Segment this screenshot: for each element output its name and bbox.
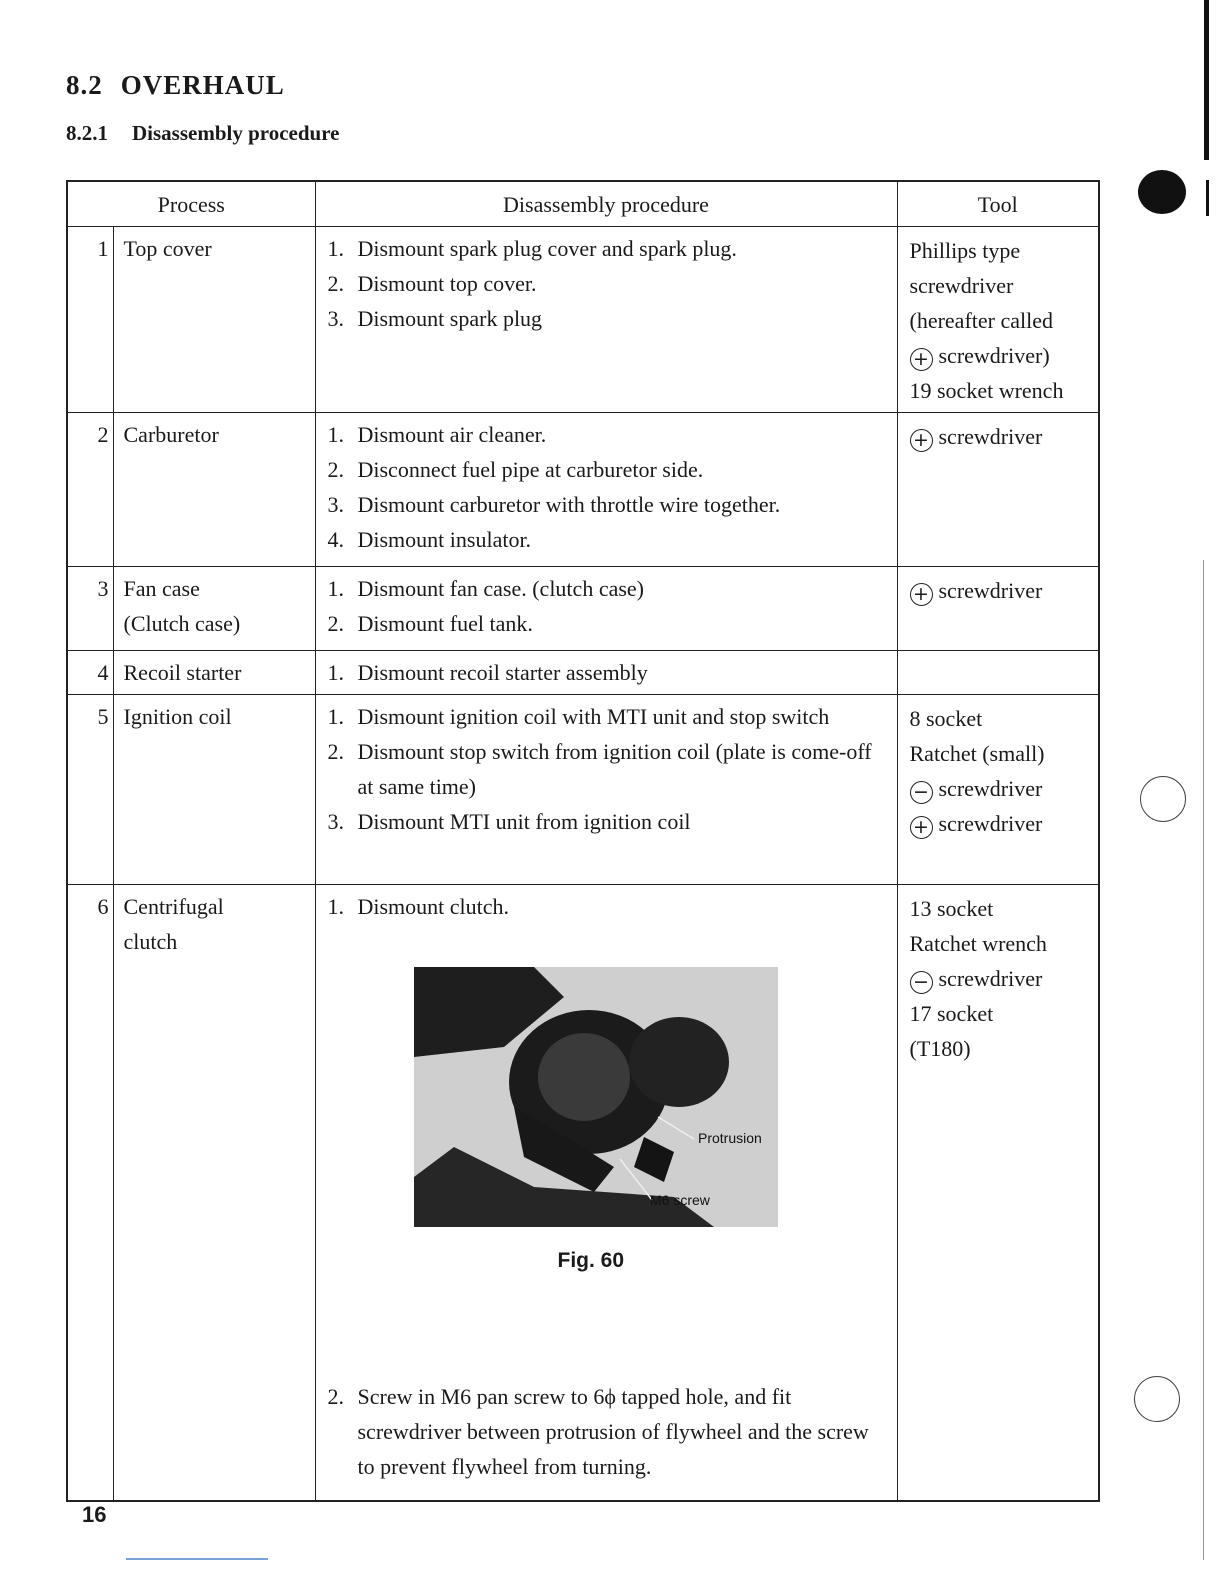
step-item xyxy=(328,522,887,557)
step-item xyxy=(328,452,887,487)
step-text: Disconnect fuel pipe at carburetor side. xyxy=(357,457,704,482)
step-number: 3. xyxy=(327,809,344,834)
step-item xyxy=(328,889,887,924)
step-item xyxy=(328,734,887,804)
procedure-cell xyxy=(315,413,897,567)
punch-hole-filled xyxy=(1138,170,1186,214)
tool-line xyxy=(910,268,1093,303)
process-cell xyxy=(113,885,315,1502)
procedure-cell xyxy=(315,651,897,695)
step-number: 1. xyxy=(327,576,344,601)
tool-text: (hereafter called xyxy=(909,308,1053,333)
punch-hole xyxy=(1140,776,1186,822)
table-row xyxy=(67,695,1099,885)
process-cell xyxy=(113,695,315,885)
step-text: Screw in M6 pan screw to 6ϕ tapped hole, and fit screwdriver between protrusion of flywheel and the screw to prevent flywheel from turning. xyxy=(357,1384,869,1479)
process-line: Top cover xyxy=(123,236,212,261)
tool-text: 17 socket xyxy=(909,1001,994,1026)
procedure-cell xyxy=(315,227,897,413)
tool-line xyxy=(910,736,1093,771)
clutch-photo-illustration xyxy=(414,967,778,1227)
header-procedure: Disassembly procedure xyxy=(315,181,897,227)
step-item xyxy=(328,417,887,452)
protrusion-label: Protrusion xyxy=(697,1130,762,1146)
tool-line xyxy=(910,303,1093,338)
tool-text: screwdriver xyxy=(938,966,1043,991)
step-number: 1. xyxy=(327,236,344,261)
phillips-symbol-icon: + xyxy=(910,429,933,452)
tool-text: 13 socket xyxy=(909,896,994,921)
step-text: Dismount recoil starter assembly xyxy=(357,660,648,685)
tool-text: screwdriver xyxy=(909,273,1014,298)
tool-text: screwdriver xyxy=(938,424,1043,449)
table-row xyxy=(67,885,1099,1502)
header-process: Process xyxy=(67,181,315,227)
procedure-cell xyxy=(315,885,897,1502)
step-list xyxy=(328,655,887,690)
step-number: 1. xyxy=(327,422,344,447)
process-cell xyxy=(113,227,315,413)
subsection-title: Disassembly procedure xyxy=(132,121,340,145)
step-number: 2. xyxy=(327,739,344,764)
row-number: 4 xyxy=(67,651,113,695)
tool-text: Ratchet wrench xyxy=(909,931,1047,956)
tool-line xyxy=(910,996,1093,1031)
step-text: Dismount fuel tank. xyxy=(357,611,533,636)
step-item xyxy=(328,606,887,641)
tool-line xyxy=(910,373,1093,408)
process-cell xyxy=(113,413,315,567)
step-text: Dismount clutch. xyxy=(357,894,510,919)
phillips-symbol-icon: + xyxy=(910,816,933,839)
section-heading xyxy=(66,70,285,101)
process-line: (Clutch case) xyxy=(123,611,241,636)
section-number: 8.2 xyxy=(66,70,103,100)
row-number: 6 xyxy=(67,885,113,1502)
process-line: Recoil starter xyxy=(123,660,242,685)
tool-text: screwdriver) xyxy=(938,343,1050,368)
tool-cell xyxy=(897,885,1099,1502)
tool-line xyxy=(910,961,1093,996)
process-line: clutch xyxy=(123,929,178,954)
phillips-symbol-icon: + xyxy=(910,348,933,371)
tool-line xyxy=(910,891,1093,926)
process-line: Centrifugal xyxy=(123,894,224,919)
flat-symbol-icon: − xyxy=(910,781,933,804)
step-item xyxy=(328,699,887,734)
table-row xyxy=(67,227,1099,413)
process-cell xyxy=(113,651,315,695)
process-line: Carburetor xyxy=(123,422,219,447)
binder-edge-bar-lower xyxy=(1206,180,1209,216)
step-text: Dismount top cover. xyxy=(357,271,537,296)
step-list xyxy=(328,889,887,924)
step-text: Dismount spark plug xyxy=(357,306,543,331)
step-item xyxy=(328,571,887,606)
tool-line xyxy=(910,806,1093,841)
step-number: 1. xyxy=(327,894,344,919)
table-row xyxy=(67,651,1099,695)
figure-60-photo xyxy=(414,967,778,1227)
step-item xyxy=(328,301,887,336)
step-number: 1. xyxy=(327,704,344,729)
m6-screw-label: M6 screw xyxy=(649,1192,710,1208)
phillips-symbol-icon: + xyxy=(910,583,933,606)
tool-text: screwdriver xyxy=(938,811,1043,836)
step-text: Dismount spark plug cover and spark plug. xyxy=(357,236,737,261)
page-number: 16 xyxy=(82,1502,107,1527)
step-text: Dismount air cleaner. xyxy=(357,422,547,447)
tool-line xyxy=(910,233,1093,268)
subsection-number: 8.2.1 xyxy=(66,121,108,145)
row-number: 5 xyxy=(67,695,113,885)
tool-line xyxy=(910,701,1093,736)
tool-text: Phillips type xyxy=(909,238,1021,263)
step-text: Dismount MTI unit from ignition coil xyxy=(357,809,691,834)
step-number: 2. xyxy=(327,457,344,482)
step-item xyxy=(328,804,887,839)
step-number: 2. xyxy=(327,1384,344,1409)
step-text: Dismount fan case. (clutch case) xyxy=(357,576,644,601)
tool-line xyxy=(910,926,1093,961)
page-edge-line xyxy=(1203,560,1204,1560)
step-item xyxy=(328,655,887,690)
tool-cell xyxy=(897,227,1099,413)
disassembly-table xyxy=(66,180,1100,1502)
tool-line xyxy=(910,419,1093,454)
process-line: Ignition coil xyxy=(123,704,232,729)
subsection-heading xyxy=(66,121,339,146)
step-text: Dismount insulator. xyxy=(357,527,532,552)
punch-hole xyxy=(1134,1376,1180,1422)
header-tool: Tool xyxy=(897,181,1099,227)
tool-cell xyxy=(897,651,1099,695)
row-number: 1 xyxy=(67,227,113,413)
step-text: Dismount carburetor with throttle wire together. xyxy=(357,492,781,517)
tool-text: (T180) xyxy=(909,1036,971,1061)
step-list xyxy=(328,699,887,839)
step-item xyxy=(328,266,887,301)
tool-text: Ratchet (small) xyxy=(909,741,1045,766)
table-header-row xyxy=(67,181,1099,227)
table-row xyxy=(67,567,1099,651)
tool-cell xyxy=(897,567,1099,651)
step-number: 1. xyxy=(327,660,344,685)
tool-line xyxy=(910,771,1093,806)
row-number: 2 xyxy=(67,413,113,567)
step-list xyxy=(328,1379,887,1484)
binder-edge-bar xyxy=(1204,0,1209,160)
tool-line xyxy=(910,573,1093,608)
process-line: Fan case xyxy=(123,576,200,601)
table-row xyxy=(67,413,1099,567)
step-number: 4. xyxy=(327,527,344,552)
step-item xyxy=(328,231,887,266)
flat-symbol-icon: − xyxy=(910,971,933,994)
scan-edge-mark xyxy=(126,1558,268,1560)
step-number: 3. xyxy=(327,306,344,331)
tool-text: 8 socket xyxy=(909,706,983,731)
step-number: 2. xyxy=(327,271,344,296)
procedure-cell xyxy=(315,695,897,885)
step-item xyxy=(328,487,887,522)
tool-cell xyxy=(897,695,1099,885)
row-number: 3 xyxy=(67,567,113,651)
tool-line xyxy=(910,338,1093,373)
step-list xyxy=(328,571,887,641)
figure-caption: Fig. 60 xyxy=(557,1249,625,1272)
tool-line xyxy=(910,1031,1093,1066)
step-list xyxy=(328,231,887,336)
tool-text: screwdriver xyxy=(938,578,1043,603)
step-number: 3. xyxy=(327,492,344,517)
step-number: 2. xyxy=(327,611,344,636)
tool-cell xyxy=(897,413,1099,567)
process-cell xyxy=(113,567,315,651)
tool-text: screwdriver xyxy=(938,776,1043,801)
procedure-cell xyxy=(315,567,897,651)
section-title: OVERHAUL xyxy=(120,70,285,100)
step-item xyxy=(328,1379,887,1484)
step-list xyxy=(328,417,887,557)
step-text: Dismount ignition coil with MTI unit and stop switch xyxy=(357,704,830,729)
step-text: Dismount stop switch from ignition coil (plate is come-off at same time) xyxy=(357,739,872,799)
tool-text: 19 socket wrench xyxy=(909,378,1064,403)
